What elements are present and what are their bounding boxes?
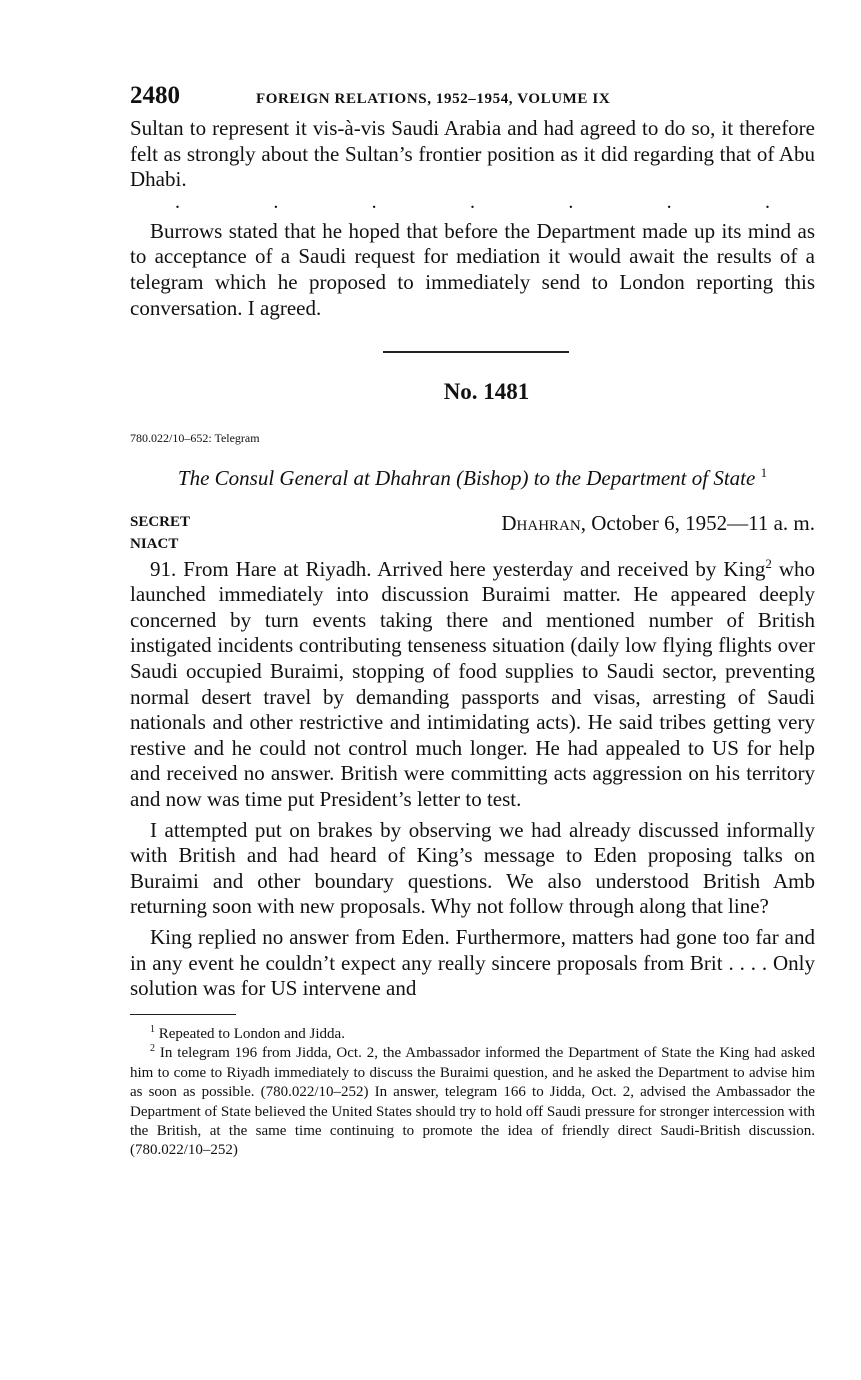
classification-label: SECRET bbox=[130, 513, 191, 530]
document-title bbox=[130, 465, 815, 491]
footnote-1-text: Repeated to London and Jidda. bbox=[158, 1025, 345, 1042]
burrows-paragraph: Burrows stated that he hoped that before the Department made up its mind as to acceptance of a Saudi request for mediation it would await the results of a telegram which he proposed to immediately send to London reporting this conversation. I agreed. bbox=[130, 218, 815, 320]
running-head: FOREIGN RELATIONS, 1952–1954, VOLUME IX bbox=[256, 91, 611, 107]
dateline bbox=[130, 511, 815, 555]
page-number: 2480 bbox=[130, 82, 180, 109]
footnote-1-mark: 1 bbox=[150, 1023, 155, 1035]
place-name: Dhahran, bbox=[501, 510, 586, 535]
handling-label: NIACT bbox=[130, 535, 179, 552]
footnote-ref-1: 1 bbox=[760, 464, 768, 480]
document-page bbox=[130, 82, 815, 1161]
telegram-paragraph-3: King replied no answer from Eden. Furthermore, matters had gone too far and in any event he couldn’t expect any really sincere proposals from Brit . . . . Only solution was for US intervene and bbox=[130, 924, 815, 1001]
telegram-p1-start: 91. From Hare at Riyadh. Arrived here yesterday and received by King bbox=[150, 556, 766, 581]
ellipsis-row bbox=[130, 190, 815, 213]
footnote-2-mark: 2 bbox=[150, 1043, 155, 1055]
classification-block bbox=[130, 511, 190, 555]
footnote-divider bbox=[130, 1014, 236, 1015]
document-number: No. 1481 bbox=[443, 378, 530, 404]
ellipsis-dot: . bbox=[568, 190, 574, 213]
footnote-ref-2: 2 bbox=[765, 555, 772, 571]
telegram-paragraph-1 bbox=[130, 557, 815, 813]
footnote-2-text: In telegram 196 from Jidda, Oct. 2, the Ambassador informed the Department of State the King had asked him to come to Riyadh immediately to discuss the Buraimi question, and he asked the Department to advise him as soon as possible. (780.022/10–252) In answer, telegram 166 to Jidda, Oct. 2, advised the Ambassador the Department of State believed the United States should try to hold off Saudi pressure for stronger intercession with the British, at the same time continuing to promote the idea of friendly direct Saudi-British discussion. (780.022/10–252) bbox=[130, 1045, 816, 1159]
continuation-paragraph: Sultan to represent it vis-à-vis Saudi Arabia and had agreed to do so, it therefore felt as strongly about the Sultan’s frontier position as it did regarding that of Abu Dhabi. bbox=[130, 116, 815, 192]
file-reference: 780.022/10–652: Telegram bbox=[130, 430, 260, 445]
ellipsis-dot: . bbox=[666, 190, 672, 213]
telegram-paragraph-2: I attempted put on brakes by observing we had already discussed informally with British and had heard of King’s message to Eden proposing talks on Buraimi and other boundary questions. We also understood British Amb returning soon with new proposals. Why not follow through along that line? bbox=[130, 817, 815, 919]
page-header bbox=[130, 82, 815, 116]
ellipsis-dot: . bbox=[273, 190, 279, 213]
footnotes bbox=[130, 1025, 815, 1161]
date-time: October 6, 1952—11 a. m. bbox=[591, 510, 815, 535]
ellipsis-dot: . bbox=[469, 190, 475, 213]
section-divider bbox=[383, 351, 569, 353]
document-title-text: The Consul General at Dhahran (Bishop) to the Department of State bbox=[177, 465, 756, 490]
ellipsis-dot: . bbox=[371, 190, 377, 213]
telegram-p1-rest: who launched immediately into discussion Buraimi matter. He appeared deeply concerned by turn events taking there and mentioned number of British instigated incidents contributing tenseness situation (daily low flying flights over Saudi occupied Buraimi, stopping of food supplies to Saudi sector, preventing normal desert travel by demanding passports and visas, arresting of Saudi nationals and other restrictive and intimidating acts). He said tribes getting very restive and he could not control much longer. He had appealed to US for help and received no answer. British were committing acts aggression on his territory and now was time put President’s letter to test. bbox=[130, 556, 815, 811]
footnote-2 bbox=[130, 1044, 815, 1160]
ellipsis-dot: . bbox=[764, 190, 770, 213]
ellipsis-dot: . bbox=[175, 190, 180, 213]
footnote-1 bbox=[130, 1025, 815, 1044]
place-date bbox=[501, 511, 815, 555]
